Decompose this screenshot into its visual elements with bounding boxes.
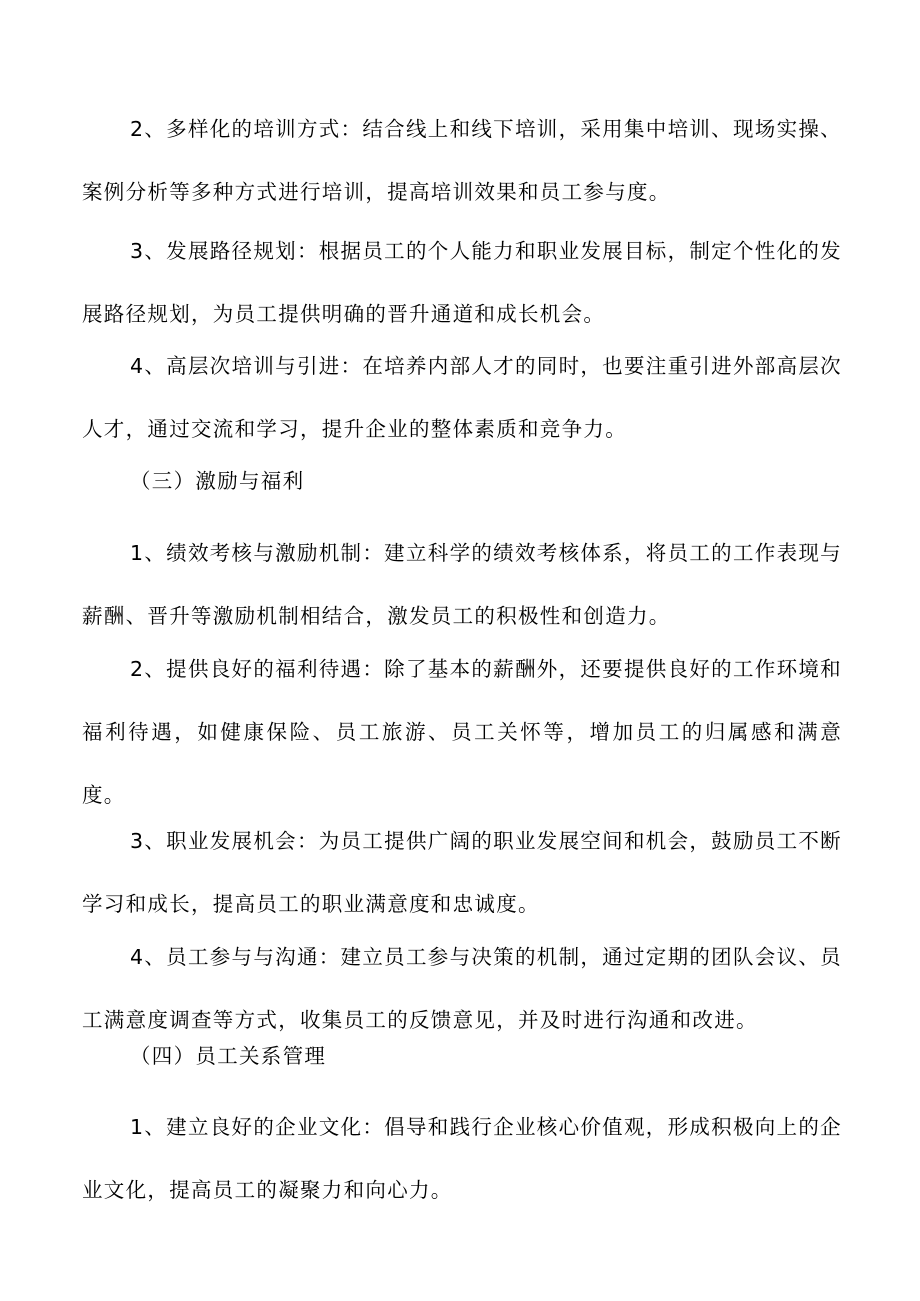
paragraph-high-level-training: 4、高层次培训与引进：在培养内部人才的同时，也要注重引进外部高层次人才，通过交流和学习，提升企业的整体素质和竞争力。 [82, 354, 842, 441]
paragraph-participation-communication: 4、员工参与与沟通：建立员工参与决策的机制，通过定期的团队会议、员工满意度调查等方式，收集员工的反馈意见，并及时进行沟通和改进。 [82, 945, 842, 1032]
paragraph-performance-incentives: 1、绩效考核与激励机制：建立科学的绩效考核体系，将员工的工作表现与薪酬、晋升等激励机制相结合，激发员工的积极性和创造力。 [82, 541, 842, 628]
paragraph-corporate-culture: 1、建立良好的企业文化：倡导和践行企业核心价值观，形成积极向上的企业文化，提高员工的凝聚力和向心力。 [82, 1115, 842, 1202]
paragraph-benefits: 2、提供良好的福利待遇：除了基本的薪酬外，还要提供良好的工作环境和福利待遇，如健康保险、员工旅游、员工关怀等，增加员工的归属感和满意度。 [82, 657, 842, 807]
paragraph-training-methods: 2、多样化的培训方式：结合线上和线下培训，采用集中培训、现场实操、案例分析等多种方式进行培训，提高培训效果和员工参与度。 [82, 117, 842, 204]
paragraph-career-path: 3、发展路径规划：根据员工的个人能力和职业发展目标，制定个性化的发展路径规划，为员工提供明确的晋升通道和成长机会。 [82, 239, 842, 326]
section-heading-employee-relations: （四）员工关系管理 [130, 1044, 327, 1068]
section-heading-incentives: （三）激励与福利 [130, 469, 305, 493]
paragraph-career-opportunities: 3、职业发展机会：为员工提供广阔的职业发展空间和机会，鼓励员工不断学习和成长，提高员工的职业满意度和忠诚度。 [82, 829, 842, 916]
